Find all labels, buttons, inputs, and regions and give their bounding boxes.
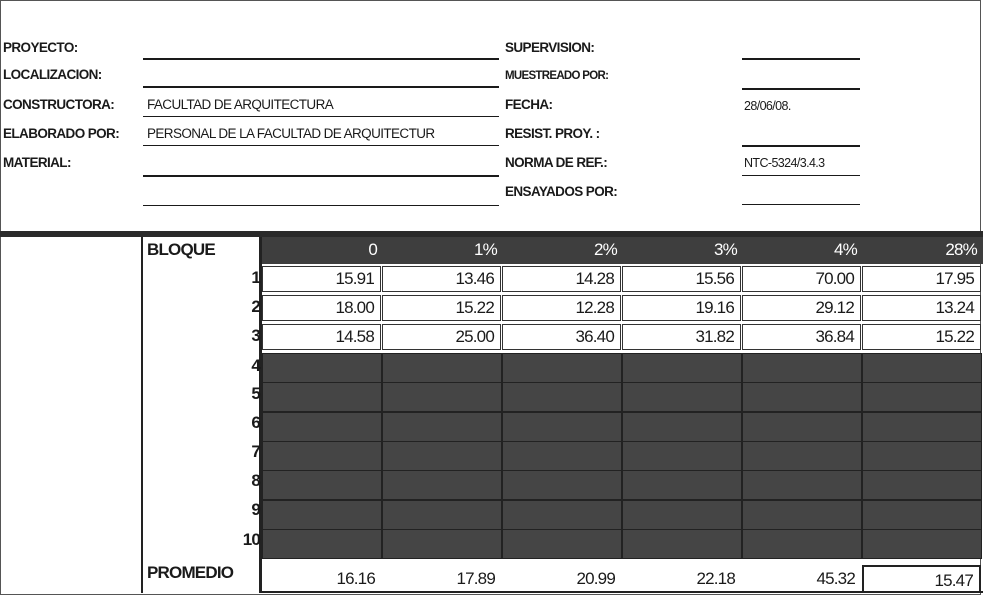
table-cell[interactable]: 15.22 — [862, 324, 981, 350]
fecha-label: FECHA: — [505, 97, 553, 112]
material-label: MATERIAL: — [3, 155, 71, 170]
empty-dark-cell — [742, 529, 862, 559]
empty-dark-cell — [742, 500, 862, 530]
table-cell[interactable]: 18.00 — [262, 295, 381, 321]
material-field-2[interactable] — [143, 205, 499, 206]
norma-label: NORMA DE REF.: — [505, 155, 608, 170]
material-field[interactable] — [143, 175, 499, 177]
empty-dark-cell — [262, 470, 382, 500]
table-cell[interactable]: 14.58 — [262, 324, 381, 350]
table-cell[interactable]: 15.22 — [382, 295, 501, 321]
ensayados-field[interactable] — [742, 204, 860, 205]
bloque-label: BLOQUE — [147, 240, 215, 259]
proyecto-label: PROYECTO: — [3, 40, 78, 55]
empty-dark-cell — [862, 500, 982, 530]
empty-dark-cell — [502, 500, 622, 530]
empty-dark-cell — [382, 412, 502, 442]
empty-dark-cell — [262, 353, 382, 383]
localizacion-field[interactable] — [143, 86, 499, 88]
empty-dark-cell — [382, 529, 502, 559]
resist-field[interactable] — [742, 145, 860, 147]
average-cell: 15.47 — [862, 565, 981, 593]
table-cell[interactable]: 14.28 — [502, 266, 621, 292]
empty-dark-cell — [262, 529, 382, 559]
empty-dark-cell — [502, 529, 622, 559]
empty-dark-cell — [742, 470, 862, 500]
empty-dark-cell — [262, 382, 382, 412]
table-cell[interactable]: 12.28 — [502, 295, 621, 321]
row-number: 6 — [251, 413, 260, 432]
form-header — [0, 0, 983, 232]
empty-dark-cell — [502, 382, 622, 412]
table-cell[interactable]: 31.82 — [622, 324, 741, 350]
empty-dark-cell — [262, 412, 382, 442]
supervision-label: SUPERVISION: — [505, 40, 595, 55]
localizacion-label: LOCALIZACION: — [3, 67, 102, 82]
empty-dark-cell — [862, 382, 982, 412]
column-header: 0 — [368, 240, 377, 259]
row-number: 1 — [251, 268, 260, 287]
empty-dark-cell — [622, 470, 742, 500]
average-cell: 17.89 — [456, 569, 495, 588]
empty-dark-cell — [382, 353, 502, 383]
average-cell: 22.18 — [696, 569, 735, 588]
empty-dark-cell — [622, 353, 742, 383]
empty-dark-cell — [622, 412, 742, 442]
elaborado-label: ELABORADO POR: — [3, 126, 120, 141]
empty-dark-cell — [622, 382, 742, 412]
norma-field[interactable] — [742, 175, 860, 176]
empty-dark-cell — [382, 500, 502, 530]
table-cell[interactable]: 17.95 — [862, 266, 981, 292]
empty-dark-cell — [862, 470, 982, 500]
norma-value: NTC-5324/3.4.3 — [744, 156, 825, 170]
row-number: 5 — [251, 384, 260, 403]
empty-dark-cell — [502, 412, 622, 442]
empty-dark-cell — [862, 353, 982, 383]
empty-dark-cell — [502, 353, 622, 383]
empty-dark-cell — [382, 441, 502, 471]
muestreado-label: MUESTREADO POR: — [505, 70, 609, 82]
table-cell[interactable]: 19.16 — [622, 295, 741, 321]
supervision-field[interactable] — [742, 58, 860, 60]
left-blank-column — [0, 237, 143, 593]
row-number: 4 — [251, 356, 260, 375]
column-header: 2% — [594, 240, 617, 259]
constructora-value: FACULTAD DE ARQUITECTURA — [147, 97, 334, 112]
promedio-label: PROMEDIO — [147, 563, 234, 582]
empty-dark-cell — [742, 353, 862, 383]
table-cell[interactable]: 70.00 — [742, 266, 861, 292]
row-number: 2 — [251, 297, 260, 316]
table-cell[interactable]: 15.91 — [262, 266, 381, 292]
column-header: 4% — [834, 240, 857, 259]
row-number: 8 — [251, 471, 260, 490]
empty-dark-cell — [262, 441, 382, 471]
table-cell[interactable]: 15.56 — [622, 266, 741, 292]
column-header: 1% — [474, 240, 497, 259]
empty-dark-cell — [742, 441, 862, 471]
fecha-value: 28/06/08. — [744, 99, 791, 113]
column-header: 28% — [945, 240, 977, 259]
row-number: 3 — [251, 326, 260, 345]
empty-dark-cell — [862, 441, 982, 471]
empty-dark-cell — [502, 441, 622, 471]
empty-dark-cell — [862, 529, 982, 559]
column-header: 3% — [714, 240, 737, 259]
empty-dark-cell — [502, 470, 622, 500]
average-cell: 16.16 — [336, 569, 375, 588]
table-cell[interactable]: 25.00 — [382, 324, 501, 350]
table-cell[interactable]: 13.46 — [382, 266, 501, 292]
empty-dark-cell — [862, 412, 982, 442]
resist-label: RESIST. PROY. : — [505, 126, 600, 141]
empty-dark-cell — [622, 441, 742, 471]
empty-dark-cell — [382, 470, 502, 500]
average-cell: 20.99 — [576, 569, 615, 588]
ensayados-label: ENSAYADOS POR: — [505, 184, 618, 199]
proyecto-field[interactable] — [143, 58, 499, 60]
constructora-field[interactable] — [143, 116, 499, 117]
row-number: 10 — [242, 530, 260, 549]
table-cell[interactable]: 36.40 — [502, 324, 621, 350]
table-cell[interactable]: 29.12 — [742, 295, 861, 321]
empty-dark-cell — [622, 500, 742, 530]
empty-dark-cell — [382, 382, 502, 412]
average-cell: 45.32 — [816, 569, 855, 588]
table-cell[interactable]: 36.84 — [742, 324, 861, 350]
empty-dark-cell — [742, 412, 862, 442]
muestreado-field[interactable] — [742, 88, 860, 90]
elaborado-field[interactable] — [143, 145, 499, 146]
table-cell[interactable]: 13.24 — [862, 295, 981, 321]
empty-dark-cell — [262, 500, 382, 530]
constructora-label: CONSTRUCTORA: — [3, 97, 115, 112]
empty-dark-cell — [742, 382, 862, 412]
row-number: 9 — [251, 500, 260, 519]
row-number: 7 — [251, 442, 260, 461]
empty-dark-cell — [622, 529, 742, 559]
elaborado-value: PERSONAL DE LA FACULTAD DE ARQUITECTUR — [147, 126, 435, 141]
